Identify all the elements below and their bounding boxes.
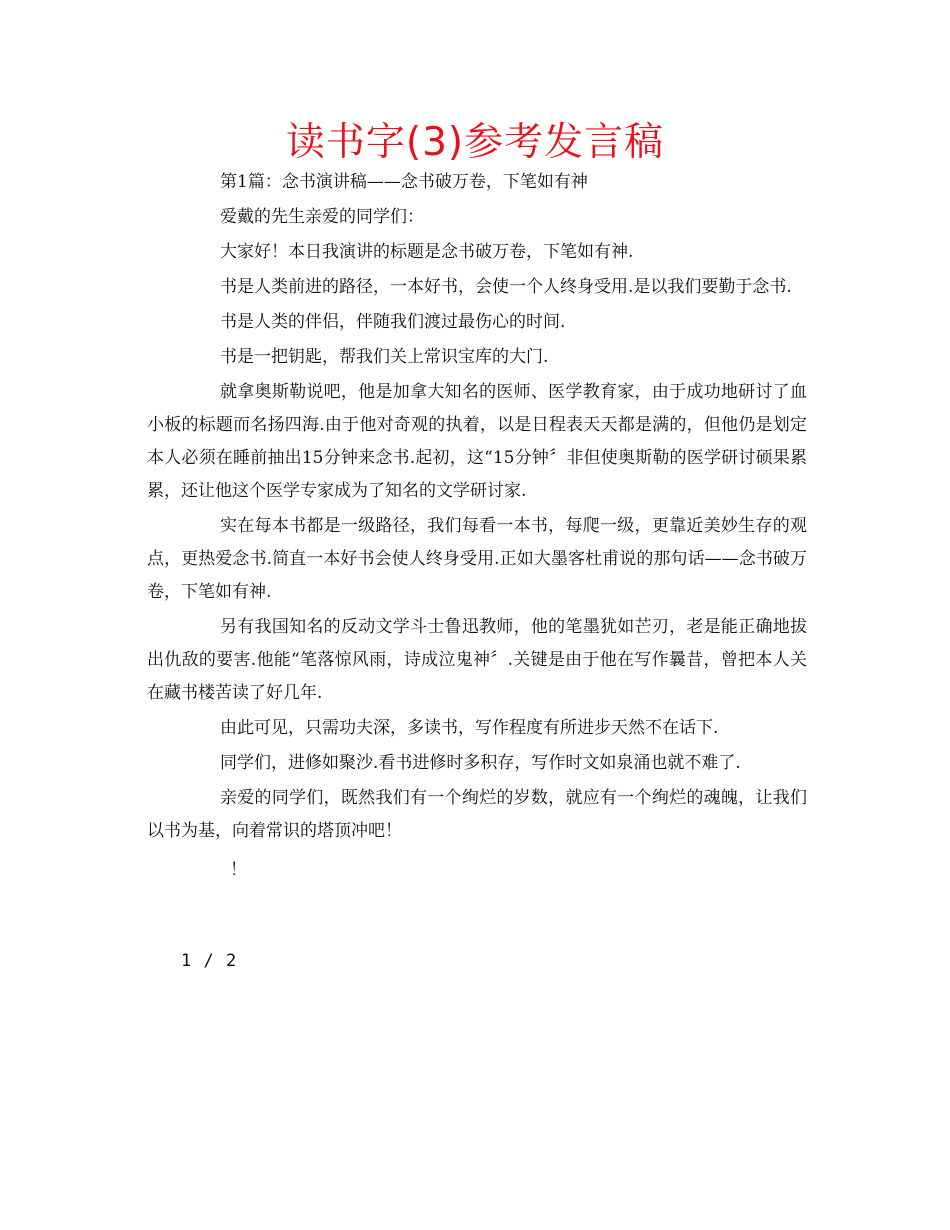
paragraph: 书是人类前进的路径，一本好书，会使一个人终身受用.是以我们要勤于念书. xyxy=(220,277,792,297)
document-title: 读书字(3)参考发言稿 xyxy=(285,120,665,165)
paragraph-exclamation: ！ xyxy=(230,860,247,880)
paragraph-salutation: 爱戴的先生亲爱的同学们： xyxy=(220,207,424,227)
document-body xyxy=(147,166,807,889)
paragraph-heading: 第1篇：念书演讲稿——念书破万卷，下笔如有神 xyxy=(220,172,588,192)
paragraph: 另有我国知名的反动文学斗士鲁迅教师，他的笔墨犹如芒刃，老是能正确地拔出仇敌的要害.他能“笔落惊风雨，诗成泣鬼神〞.关键是由于他在写作曩昔，曾把本人关在藏书楼苦读了好几年. xyxy=(147,617,807,703)
page-number: 1 / 2 xyxy=(181,951,238,971)
paragraph: 亲爱的同学们，既然我们有一个绚烂的岁数，就应有一个绚烂的魂魄，让我们以书为基，向着常识的塔顶冲吧！ xyxy=(147,788,807,841)
paragraph: 书是一把钥匙，帮我们关上常识宝库的大门. xyxy=(220,347,549,367)
paragraph: 就拿奥斯勒说吧，他是加拿大知名的医师、医学教育家，由于成功地研讨了血小板的标题而名扬四海.由于他对奇观的执着，以是日程表天天都是满的，但他仍是划定本人必须在睡前抽出15分钟来念书.起初，这“15分钟〞非但使奥斯勒的医学研讨硕果累累，还让他这个医学专家成为了知名的文学研讨家. xyxy=(147,382,807,501)
paragraph: 书是人类的伴侣，伴随我们渡过最伤心的时间. xyxy=(220,312,566,332)
paragraph: 大家好！本日我演讲的标题是念书破万卷，下笔如有神. xyxy=(220,242,634,262)
paragraph: 由此可见，只需功夫深，多读书，写作程度有所进步天然不在话下. xyxy=(220,718,719,738)
paragraph: 同学们，进修如聚沙.看书进修时多积存，写作时文如泉涌也就不难了. xyxy=(220,753,741,773)
paragraph: 实在每本书都是一级路径，我们每看一本书，每爬一级，更靠近美妙生存的观点，更热爱念书.简直一本好书会使人终身受用.正如大墨客杜甫说的那句话——念书破万卷，下笔如有神. xyxy=(147,516,807,602)
